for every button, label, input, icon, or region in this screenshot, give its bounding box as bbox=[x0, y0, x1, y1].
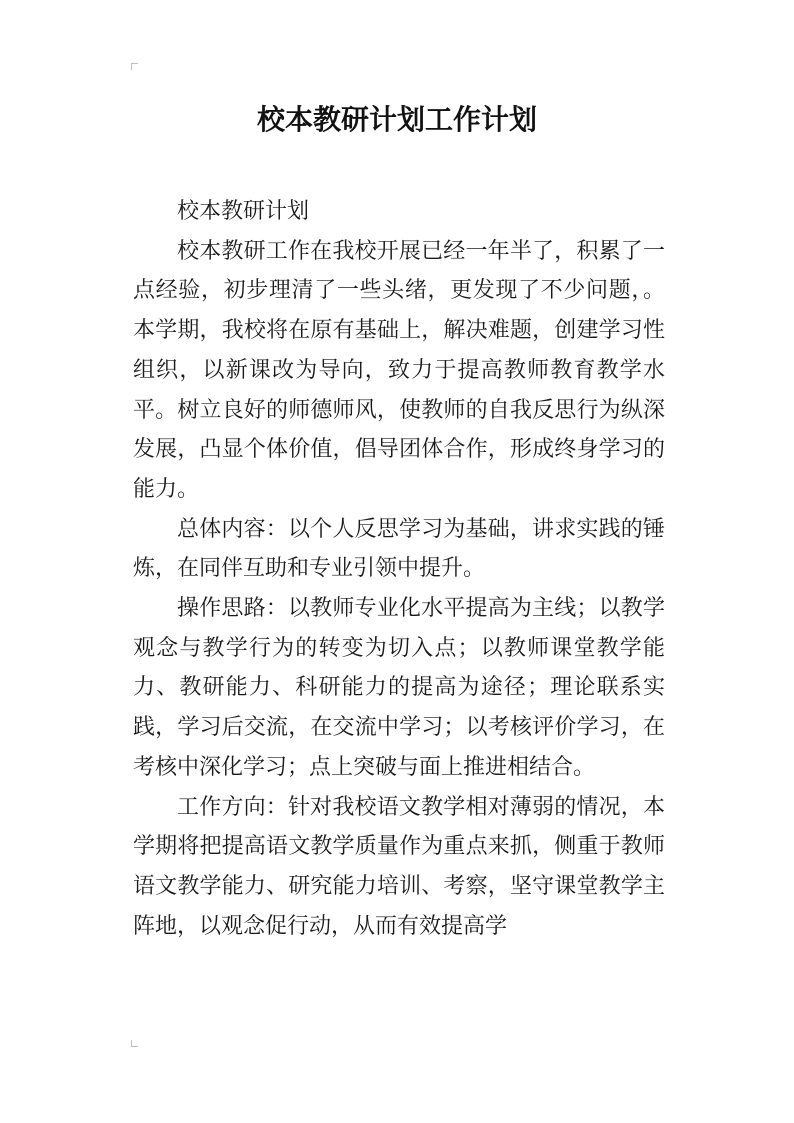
approach-paragraph: 操作思路：以教师专业化水平提高为主线；以教学观念与教学行为的转变为切入点；以教师课堂教学能力、教研能力、科研能力的提高为途径；理论联系实践，学习后交流，在交流中学习；以考核评价学习，在考核中深化学习；点上突破与面上推进相结合。 bbox=[133, 596, 665, 780]
document-title: 校本教研计划工作计划 bbox=[256, 103, 537, 136]
corner-crop-mark bbox=[131, 1040, 138, 1047]
corner-crop-mark bbox=[131, 63, 138, 70]
work-direction-paragraph: 工作方向：针对我校语文教学相对薄弱的情况，本学期将把提高语文教学质量作为重点来抓，侧重于教师语文教学能力、研究能力培训、考察，坚守课堂教学主阵地，以观念促行动，从而有效提高学 bbox=[133, 794, 665, 939]
overall-content-paragraph: 总体内容：以个人反思学习为基础，讲求实践的锤炼，在同伴互助和专业引领中提升。 bbox=[133, 516, 665, 582]
section-heading: 校本教研计划 bbox=[177, 199, 310, 224]
document-body bbox=[133, 192, 665, 946]
intro-paragraph: 校本教研工作在我校开展已经一年半了，积累了一点经验，初步理清了一些头绪，更发现了不少问题，。本学期，我校将在原有基础上，解决难题，创建学习性组织，以新课改为导向，致力于提高教师教育教学水平。树立良好的师德师风，使教师的自我反思行为纵深发展，凸显个体价值，倡导团体合作，形成终身学习的能力。 bbox=[133, 238, 665, 502]
